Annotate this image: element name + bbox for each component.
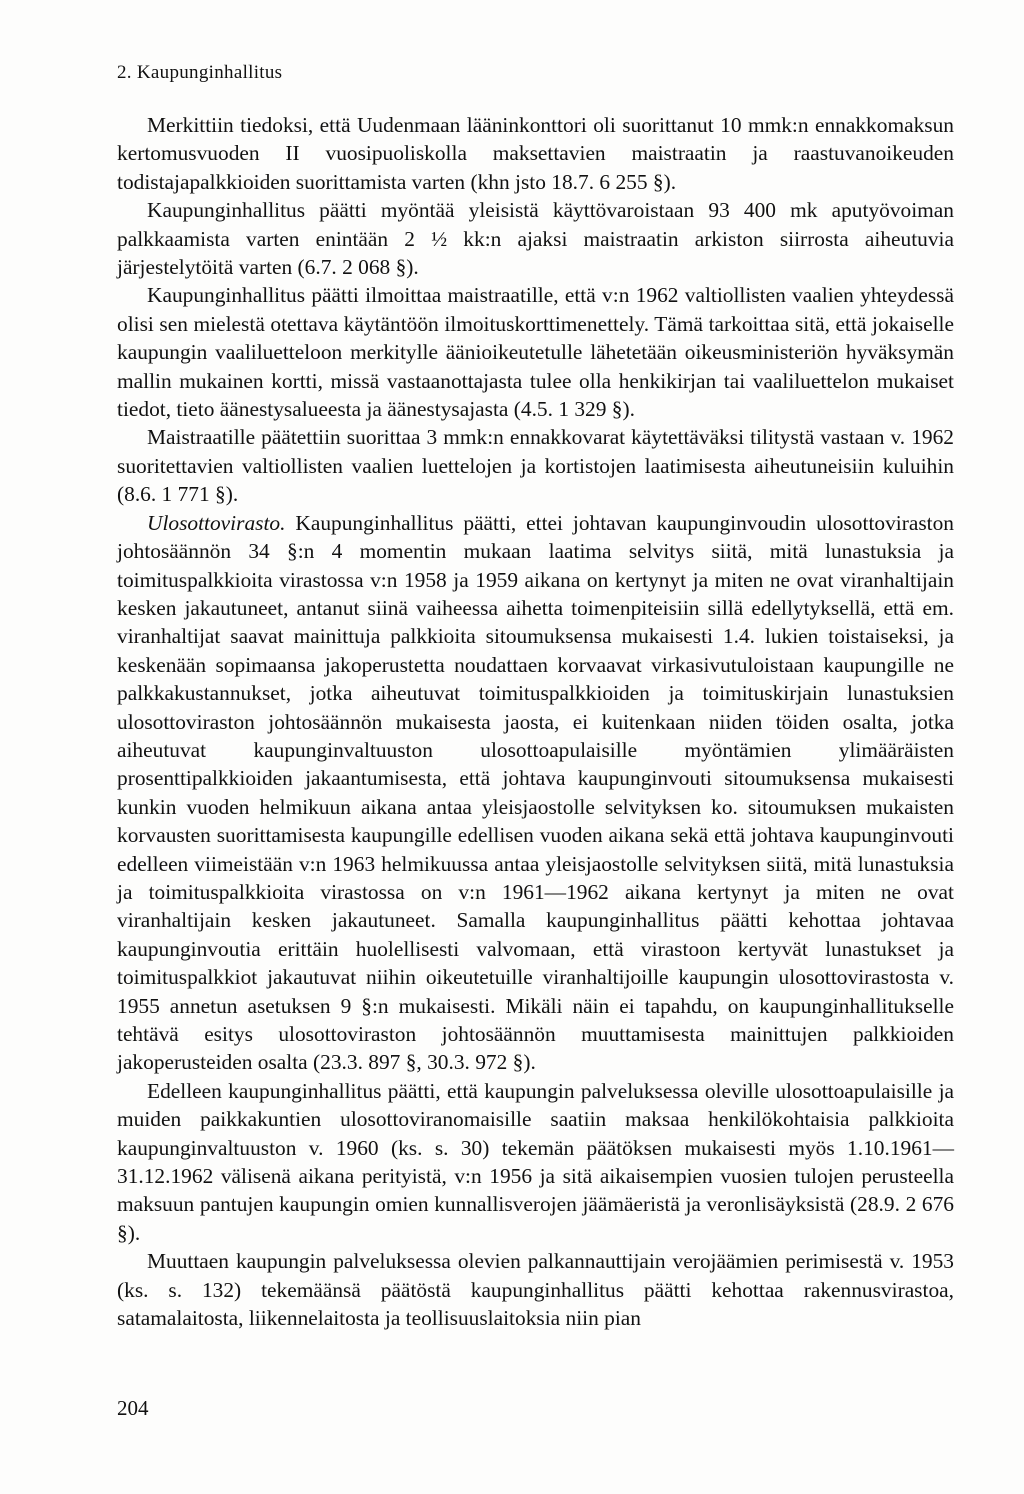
paragraph: Kaupunginhallitus päätti ilmoittaa maistraatille, että v:n 1962 valtiollisten vaalien yhteydessä olisi sen mielestä otettava käytäntöön ilmoituskorttimenettely. Tämä tarkoittaa sitä, että jokaiselle kaupungin vaaliluetteloon merkitylle äänioikeutetulle lähetetään oikeusministeriön hyväksymän mallin mukainen kortti, missä vastaanottajasta tulee olla henkikirjan tai vaaliluettelon mukaiset tiedot, tieto äänestysalueesta ja äänestysajasta (4.5. 1 329 §). xyxy=(117,283,954,422)
paragraph: Kaupunginhallitus päätti myöntää yleisistä käyttövaroistaan 93 400 mk aputyövoiman palkkaamista varten enintään 2 ½ kk:n ajaksi maistraatin arkiston siirrosta aiheutuvia järjestelytöitä varten (6.7. 2 068 §). xyxy=(117,198,954,280)
body-text xyxy=(117,111,954,1332)
paragraph-text: Kaupunginhallitus päätti, ettei johtavan kaupunginvoudin ulosottoviraston johtosäännön 34 §:n 4 momentin mukaan laatima selvitys siitä, mitä lunastuksia ja toimituspalkkioita virastossa v:n 1958 ja 1959 aikana on kertynyt ja miten ne ovat viranhaltijain kesken jakautuneet, antanut siinä vaiheessa aihetta toimenpiteisiin sillä edellytyksellä, että em. viranhaltijat saavat mainittuja palkkioita sitoumuksensa mukaisesti 1.4. lukien toistaiseksi, ja keskenään sopimaansa jakoperustetta noudattaen korvaavat virkasivutuloistaan kaupungille ne palkkakustannukset, jotka aiheutuvat toimituspalkkioiden ja toimituskirjain lunastuksien ulosottoviraston johtosäännön mukaisesta jaosta, ei kuitenkaan niiden töiden osalta, jotka aiheutuvat kaupunginvaltuuston ulosottoapulaisille myöntämien ylimääräisten prosenttipalkkioiden jakaantumisesta, että johtava kaupunginvouti sitoumuksensa mukaisesti kunkin vuoden helmikuun aikana antaa yleisjaostolle selvityksen ko. sitoumuksen mukaisten korvausten suorittamisesta kaupungille edellisen vuoden aikana sekä että johtava kaupunginvouti edelleen viimeistään v:n 1963 helmikuussa antaa yleisjaostolle selvityksen siitä, mitä lunastuksia ja toimituspalkkioita virastossa on v:n 1961—1962 aikana kertynyt ja miten ne ovat viranhaltijain kesken jakautuneet. Samalla kaupunginhallitus päätti kehottaa johtavaa kaupunginvoutia erittäin huolellisesti valvomaan, että virastoon kertyvät lunastukset ja toimituspalkkiot jakautuvat niihin oikeutetuille viranhaltijoille kaupungin ulosottovirastosta v. 1955 annetun asetuksen 9 §:n mukaisesti. Mikäli näin ei tapahdu, on kaupunginhallitukselle tehtävä esitys ulosottoviraston johtosäännön muuttamisesta mainittujen palkkioiden jakoperusteiden osalta (23.3. 897 §, 30.3. 972 §). xyxy=(117,510,954,1075)
paragraph: Merkittiin tiedoksi, että Uudenmaan lääninkonttori oli suorittanut 10 mmk:n ennakkomaksun kertomusvuoden II vuosipuoliskolla maksettavien maistraatin ja raastuvanoikeuden todistajapalkkioiden suorittamista varten (khn jsto 18.7. 6 255 §). xyxy=(117,113,954,194)
running-header: 2. Kaupunginhallitus xyxy=(117,62,283,83)
paragraph: Muuttaen kaupungin palveluksessa olevien palkannauttijain verojäämien perimisestä v. 1953 (ks. s. 132) tekemäänsä päätöstä kaupunginhallitus päätti kehottaa rakennusvirastoa, satamalaitosta, liikennelaitosta ja teollisuuslaitoksia niin pian xyxy=(117,1249,954,1331)
paragraph: Maistraatille päätettiin suorittaa 3 mmk:n ennakkovarat käytettäväksi tilitystä vastaan v. 1962 suoritettavien valtiollisten vaalien luettelojen ja kortistojen laatimisesta aiheutuneisiin kuluihin (8.6. 1 771 §). xyxy=(117,425,954,507)
paragraph: Edelleen kaupunginhallitus päätti, että kaupungin palveluksessa oleville ulosottoapulaisille ja muiden paikkakuntien ulosottoviranomaisille saatiin maksaa henkilökohtaisia palkkioita kaupunginvaltuuston v. 1960 (ks. s. 30) tekemän päätöksen mukaisesti myös 1.10.1961—31.12.1962 välisenä aikana perityistä, v:n 1956 ja sitä aikaisempien vuosien tulojen perusteella maksuun pantujen kaupungin omien kunnallisverojen jäämäeristä ja veronlisäyksistä (28.9. 2 676 §). xyxy=(117,1078,954,1245)
page-number: 204 xyxy=(117,1396,149,1420)
section-heading-italic: Ulosottovirasto. xyxy=(147,510,286,535)
paragraph-ulosottovirasto xyxy=(117,509,954,1077)
